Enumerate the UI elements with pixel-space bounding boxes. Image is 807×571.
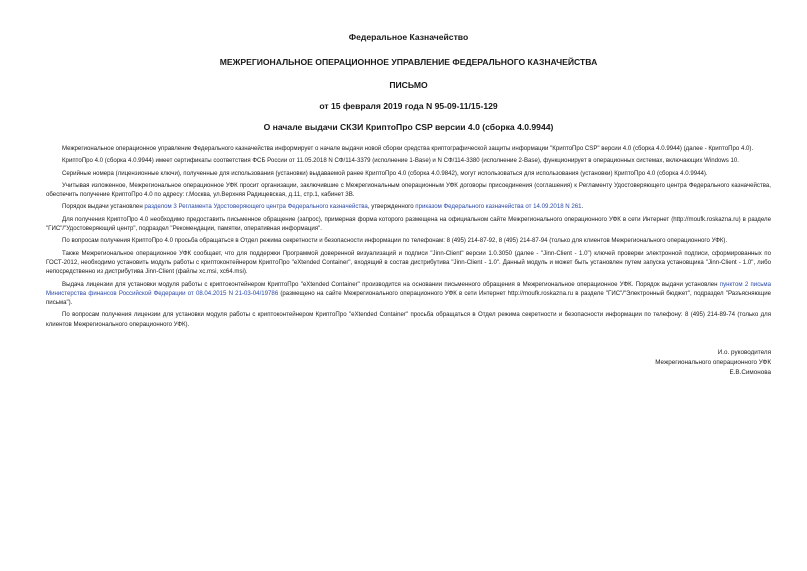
signature-name: Е.В.Симонова <box>729 369 771 376</box>
minfin-letter-link[interactable]: пунктом 2 письма Министерства финансов Российской Федерации от 08.04.2015 N 21-03-04/19786 <box>46 280 772 297</box>
paragraph-8: Также Межрегиональное операционное УФК сообщает, что для поддержки Программой доверенной визуализаций и подписи "Jinn-Client" версии 1.0.3050 (далее - "Jinn-Client - 1.0") ключей проверки электронной подписи, сформированных по ГОСТ-2012, необходимо установить модуль работы с криптоконтейнером КриптоПро "eXtended Container", входящий в состав дистрибутива "Jinn-Client - 1.0". Данный модуль и может быть установлен путем запуска установщика "Jinn-Client - 1.0", либо непосредственно из дистрибутива Jinn-Client (файлы xc.msi, xc64.msi). <box>46 249 771 276</box>
document-page <box>46 32 771 332</box>
paragraph-1: Межрегиональное операционное управление Федерального казначейства информирует о начале выдачи новой сборки средства криптографической защиты информации "КриптоПро CSP" версии 4.0 (сборка 4.0.9944) (далее - КриптоПро 4.0). <box>62 145 754 152</box>
signature-position: И.о. руководителя <box>717 349 771 356</box>
paragraph-9-text-a: Выдача лицензии для установки модуля работы с криптоконтейнером КриптоПро "eXtended Container" производится на основании письменного обращения в Межрегиональное операционное УФК. Порядок выдачи установлен <box>62 280 720 288</box>
document-subject: О начале выдачи СКЗИ КриптоПро CSP версии 4.0 (сборка 4.0.9944) <box>263 122 554 132</box>
signature-block <box>655 348 771 378</box>
paragraph-7: По вопросам получения КриптоПро 4.0 просьба обращаться в Отдел режима секретности и безопасности информации по телефонам: 8 (495) 214-87-92, 8 (495) 214-87-94 (только для клиентов Межрегионального операционного УФК). <box>62 237 728 245</box>
document-body <box>46 144 771 329</box>
signature-organization: Межрегионального операционного УФК <box>655 359 771 366</box>
department-name: МЕЖРЕГИОНАЛЬНОЕ ОПЕРАЦИОННОЕ УПРАВЛЕНИЕ ФЕДЕРАЛЬНОГО КАЗНАЧЕЙСТВА <box>219 57 598 67</box>
document-type: ПИСЬМО <box>389 80 428 90</box>
paragraph-5-text-b: , утвержденного <box>367 203 416 211</box>
treasury-order-link[interactable]: приказом Федерального казначейства от 14.09.2018 N 261 <box>415 203 582 211</box>
regulation-section-link[interactable]: разделом 3 Регламента Удостоверяющего центра Федерального казначейства <box>144 203 368 211</box>
paragraph-2: КриптоПро 4.0 (сборка 4.0.9944) имеет сертификаты соответствия ФСБ России от 11.05.2018 N СФ/114-3379 (исполнение 1-Base) и N СФ/114-3380 (исполнение 2-Base), функционирует в операционных системах, включающих Windows 10. <box>62 157 739 165</box>
paragraph-3: Серийные номера (лицензионные ключи), полученные для использования (установки) выдаваемой ранее КриптоПро 4.0 (сборка 4.0.9842), могут использоваться для использования (установки) КриптоПро 4.0 (сборка 4.0.9944). <box>62 169 708 177</box>
paragraph-5-text-c: . <box>581 203 584 211</box>
issuer-name: Федеральное Казначейство <box>348 32 469 42</box>
paragraph-5-text-a: Порядок выдачи установлен <box>62 203 145 211</box>
paragraph-9 <box>46 280 771 308</box>
paragraph-9-text-b: (размещено на сайте Межрегионального операционного УФК в сети Интернет http://moufk.roskazna.ru в разделе "ГИС"/"Электронный бюджет", подраздел "Разъясняющие письма"). <box>46 289 771 307</box>
paragraph-5 <box>46 202 771 211</box>
paragraph-6: Для получения КриптоПро 4.0 необходимо предоставить письменное обращение (запрос), примерная форма которого размещена на официальном сайте Межрегионального операционного УФК в сети Интернет (http://moufk.roskazna.ru) в разделе "ГИС"/"Удостоверяющий центр", подраздел "Рекомендации, памятки, оперативная информация". <box>46 215 771 233</box>
paragraph-4: Учитывая изложенное, Межрегиональное операционное УФК просит организации, заключившие с Межрегиональным операционным УФК договоры присоединения (соглашения) к Регламенту Удостоверяющего центра Федерального казначейства, обеспечить получение КриптоПро 4.0 по адресу: г.Москва, ул.Верхняя Радищевская, д.11, стр.1, кабинет 3В. <box>46 181 771 199</box>
paragraph-10: По вопросам получения лицензии для установки модуля работы с криптоконтейнером КриптоПро "eXtended Container" просьба обращаться в Отдел режима секретности и безопасности информации по телефону: 8 (495) 214-89-74 (только для клиентов Межрегионального операционного УФК). <box>46 311 771 328</box>
document-date-number: от 15 февраля 2019 года N 95-09-11/15-129 <box>319 101 498 111</box>
